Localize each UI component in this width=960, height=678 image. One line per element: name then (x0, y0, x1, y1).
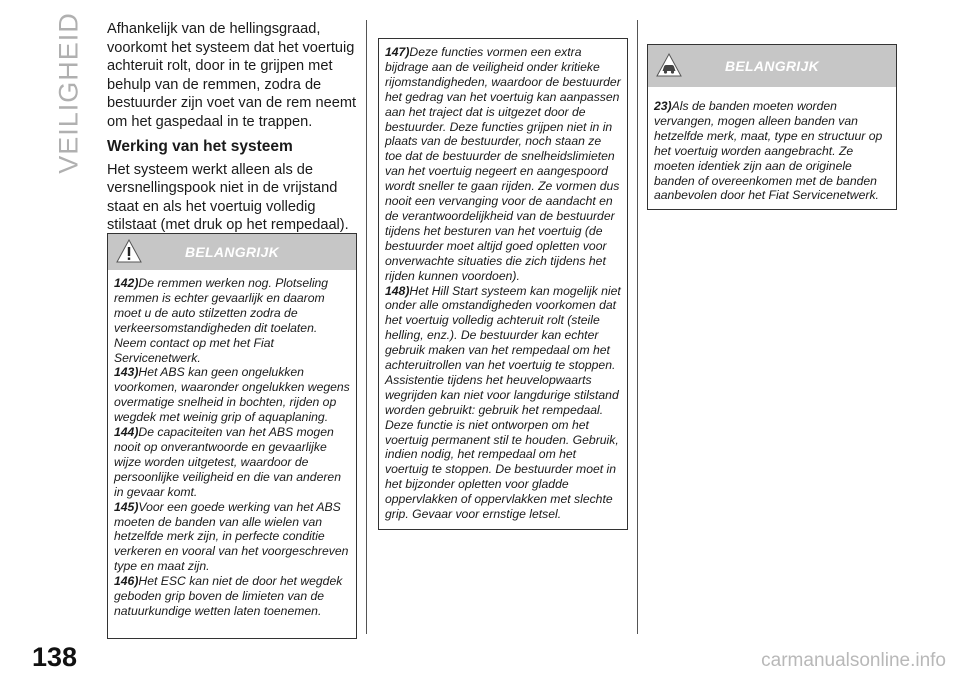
column-1 (107, 20, 359, 241)
warning-item: 142)De remmen werken nog. Plotseling remmen is echter gevaarlijk en daarom moet u de auto stilzetten zodra de verkeersomstandigheden dit toelaten. Neem contact op met het Fiat Servicenetwerk. (114, 276, 329, 365)
warning-label: BELANGRIJK (184, 244, 279, 260)
warning-header (648, 45, 896, 87)
warning-box-3 (647, 44, 897, 210)
column-divider (637, 20, 638, 634)
warning-triangle-icon (116, 238, 142, 264)
warning-item: 145)Voor een goede werking van het ABS moeten de banden van alle wielen van hetzelfde merk zijn, in perfecte conditie verkeren en vooral van het voorgeschreven type en maat zijn. (114, 499, 349, 574)
warning-item: 148)Het Hill Start systeem kan mogelijk niet onder alle omstandigheden voorkomen dat het voertuig volledig achteruit rolt (steile helling, enz.). De bestuurder kan echter gebruik maken van het rempedaal om het achteruitrollen van het voertuig te stoppen. Assistentie tijdens het heuvelopwaarts wegrijden kan niet voor langdurige stilstand worden gebruikt: gebruik het rempedaal. Deze functie is niet ontworpen om het voertuig permanent stil te houden. Gebruik, indien nodig, het rempedaal om het voertuig te stoppen. De bestuurder moet in het bijzonder opletten voor gladde oppervlakken of oppervlakken met slechte grip. Gevaar voor ernstige letsel. (385, 283, 621, 522)
section-title-text: VEILIGHEID (53, 12, 84, 174)
car-warning-icon (656, 52, 682, 78)
page-number: 138 (32, 642, 78, 672)
watermark: carmanualsonline.info (761, 650, 946, 671)
warning-item: 144)De capaciteiten van het ABS mogen nooit op onverantwoorde en gevaarlijke wijze worden uitgetest, waardoor de persoonlijke veiligheid en die van anderen in gevaar komt. (114, 425, 341, 499)
section-heading: Werking van het systeem (107, 137, 293, 155)
warning-label: BELANGRIJK (724, 58, 819, 74)
warning-item: 147)Deze functies vormen een extra bijdrage aan de veiligheid onder kritieke rijomstandigheden, waardoor de bestuurder het gedrag van het voertuig kan aanpassen aan het traject dat is uitgezet door de bestuurder. Deze functies grijpen niet in in plaats van de bestuurder, noch staan ze toe dat de bestuurder de snelheidslimieten van het voertuig negeert en aangespoord wordt sneller te gaan rijden. Ze vormen dus nooit een vervanging voor de aandacht en de verantwoordelijkheid van de bestuurder tijdens het besturen van het voertuig (de bestuurder moet altijd goed opletten voor onverwachte situaties die zich tijdens het rijden kunnen voordoen). (385, 45, 621, 283)
warning-body (108, 270, 356, 623)
warning-body (379, 39, 627, 526)
body-paragraph: Het systeem werkt alleen als de versnellingspook niet in de vrijstand staat en als het voertuig volledig stilstaat (met druk op het rempedaal). (107, 161, 349, 234)
warning-item: 143)Het ABS kan geen ongelukken voorkomen, waaronder ongelukken wegens overmatige snelheid in bochten, rijden op wegdek met weinig grip of aquaplaning. (114, 365, 350, 425)
warning-body (648, 87, 896, 207)
warning-box-2 (378, 38, 628, 530)
column-divider (366, 20, 367, 634)
warning-item: 23)Als de banden moeten worden vervangen, mogen alleen banden van hetzelfde merk, maat, type en structuur op het voertuig worden aangebracht. Ze moeten identiek zijn aan de originele banden of overeenkomen met de banden aanbevolen door het Fiat Servicenetwerk. (654, 99, 883, 203)
section-title (52, 12, 86, 174)
warning-item: 146)Het ESC kan niet de door het wegdek geboden grip boven de limieten van de natuurkundige wetten laten toenemen. (114, 574, 343, 618)
intro-paragraph: Afhankelijk van de hellingsgraad, voorkomt het systeem dat het voertuig achteruit rolt, door in te grijpen met behulp van de remmen, zodra de bestuurder zijn voet van de rem neemt om het gaspedaal in te trappen. (107, 21, 357, 130)
warning-box-1 (107, 233, 357, 639)
warning-header (108, 234, 356, 270)
